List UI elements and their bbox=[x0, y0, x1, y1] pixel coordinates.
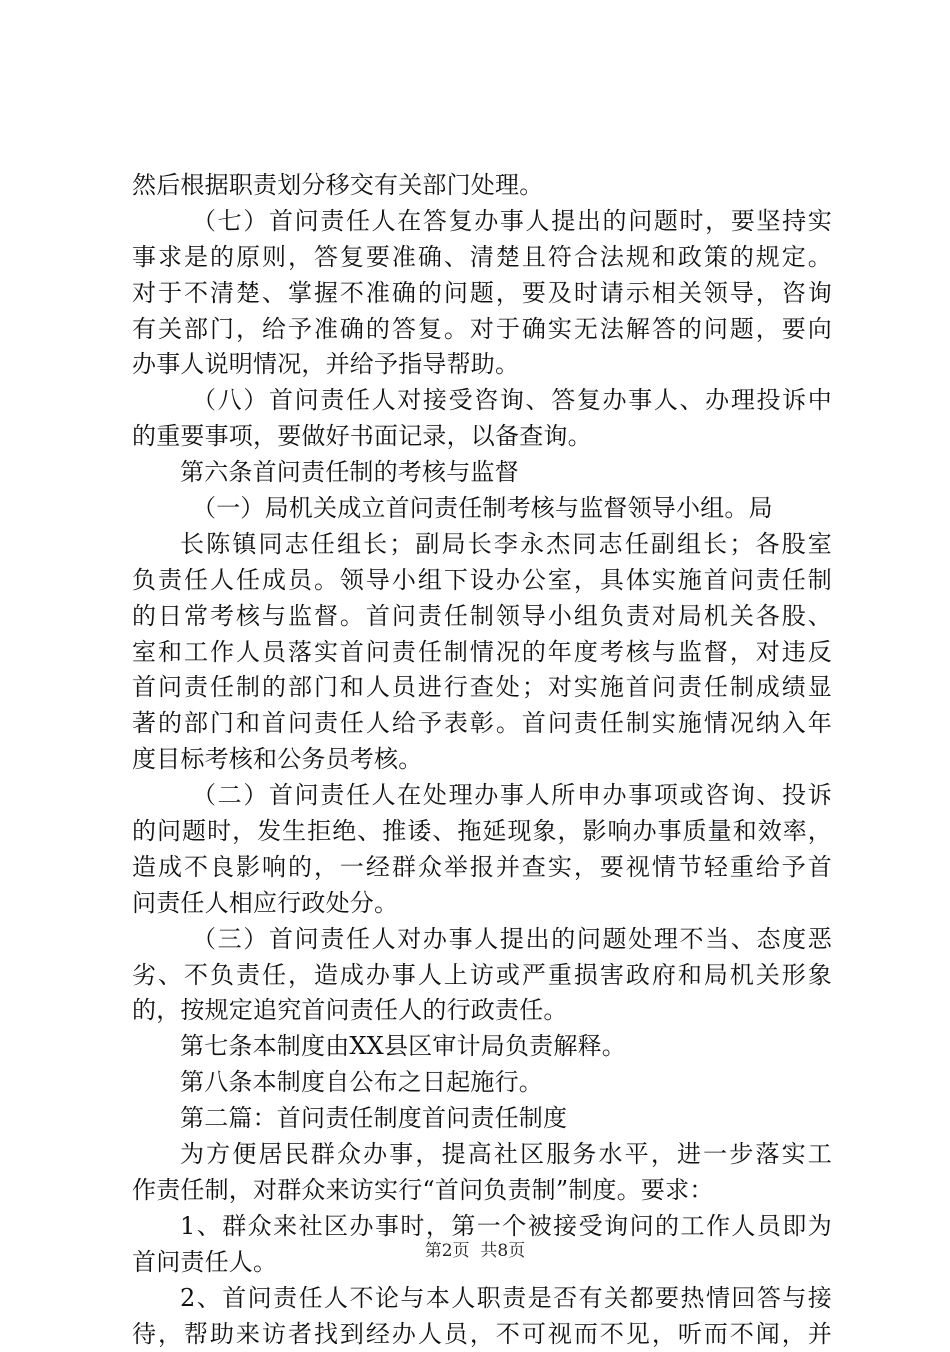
text-line: 事求是的原则，答复要准确、清楚且符合法规和政策的规定。 bbox=[132, 240, 832, 276]
text-line: 首问责任制的部门和人员进行查处；对实施首问责任制成绩显 bbox=[132, 670, 832, 706]
chapter-heading: 第二篇：首问责任制度首问责任制度 bbox=[132, 1101, 832, 1137]
text-line: （三）首问责任人对办事人提出的问题处理不当、态度恶 bbox=[132, 922, 832, 958]
text-line: 的日常考核与监督。首问责任制领导小组负责对局机关各股、 bbox=[132, 599, 832, 635]
text-line: 负责任人任成员。领导小组下设办公室，具体实施首问责任制 bbox=[132, 563, 832, 599]
text-line: 室和工作人员落实首问责任制情况的年度考核与监督，对违反 bbox=[132, 635, 832, 671]
section-heading: 第六条首问责任制的考核与监督 bbox=[132, 455, 832, 491]
text-line: （二）首问责任人在处理办事人所申办事项或咨询、投诉 bbox=[132, 778, 832, 814]
article-line: 第七条本制度由XX县区审计局负责解释。 bbox=[132, 1029, 832, 1065]
text-line: （一）局机关成立首问责任制考核与监督领导小组。局 bbox=[132, 491, 832, 527]
text-line: 对于不清楚、掌握不准确的问题，要及时请示相关领导，咨询 bbox=[132, 276, 832, 312]
text-line: 1、群众来社区办事时，第一个被接受询问的工作人员即为 bbox=[132, 1209, 832, 1245]
text-line: 度目标考核和公务员考核。 bbox=[132, 742, 832, 778]
text-line: 然后根据职责划分移交有关部门处理。 bbox=[132, 168, 832, 204]
text-line: （七）首问责任人在答复办事人提出的问题时，要坚持实 bbox=[132, 204, 832, 240]
text-line: 首问责任人。 bbox=[132, 1245, 832, 1281]
document-body bbox=[132, 168, 832, 1352]
text-line: 长陈镇同志任组长；副局长李永杰同志任副组长；各股室 bbox=[132, 527, 832, 563]
text-line: 2、首问责任人不论与本人职责是否有关都要热情回答与接 bbox=[132, 1281, 832, 1317]
text-line: 问责任人相应行政处分。 bbox=[132, 886, 832, 922]
text-line: 劣、不负责任，造成办事人上访或严重损害政府和局机关形象 bbox=[132, 958, 832, 994]
article-line: 第八条本制度自公布之日起施行。 bbox=[132, 1065, 832, 1101]
text-line: 有关部门，给予准确的答复。对于确实无法解答的问题，要向 bbox=[132, 312, 832, 348]
text-line: 办事人说明情况，并给予指导帮助。 bbox=[132, 347, 832, 383]
text-line: （八）首问责任人对接受咨询、答复办事人、办理投诉中 bbox=[132, 383, 832, 419]
text-line: 的，按规定追究首问责任人的行政责任。 bbox=[132, 993, 832, 1029]
text-line: 待，帮助来访者找到经办人员，不可视而不见，听而不闻，并 bbox=[132, 1317, 832, 1352]
text-line: 为方便居民群众办事，提高社区服务水平，进一步落实工 bbox=[132, 1137, 832, 1173]
text-line: 作责任制，对群众来访实行“首问负责制”制度。要求： bbox=[132, 1173, 832, 1209]
page-number-footer: 第2页 共8页 bbox=[0, 1236, 950, 1261]
text-line: 造成不良影响的，一经群众举报并查实，要视情节轻重给予首 bbox=[132, 850, 832, 886]
text-line: 的问题时，发生拒绝、推诿、拖延现象，影响办事质量和效率， bbox=[132, 814, 832, 850]
text-line: 著的部门和首问责任人给予表彰。首问责任制实施情况纳入年 bbox=[132, 706, 832, 742]
text-line: 的重要事项，要做好书面记录，以备查询。 bbox=[132, 419, 832, 455]
